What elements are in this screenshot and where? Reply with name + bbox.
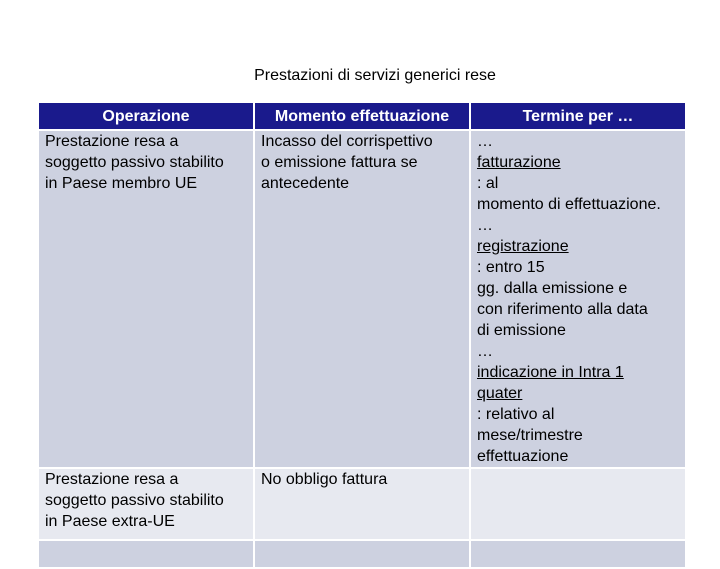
cell-termine (470, 468, 686, 540)
cell-operazione: Prestazione resa a soggetto passivo stabilito in Paese extra-UE (38, 468, 254, 540)
table-header-row (38, 102, 686, 130)
cell-operazione (38, 540, 254, 568)
slide-title: Prestazioni di servizi generici rese (254, 67, 496, 84)
header-termine: Termine per … (470, 102, 686, 130)
services-table (37, 101, 687, 569)
header-momento: Momento effettuazione (254, 102, 470, 130)
cell-termine: … fatturazione : al momento di effettuazione. … registrazione : entro 15 gg. dalla emissione e con riferimento alla data di emissione … indicazione in Intra 1 quater : relativo al mese/trimestre effettuazione (470, 130, 686, 468)
header-operazione: Operazione (38, 102, 254, 130)
cell-termine (470, 540, 686, 568)
cell-momento: Incasso del corrispettivo o emissione fattura se antecedente (254, 130, 470, 468)
table-row (38, 130, 686, 468)
cell-momento (254, 540, 470, 568)
cell-operazione: Prestazione resa a soggetto passivo stabilito in Paese membro UE (38, 130, 254, 468)
table-row (38, 540, 686, 568)
cell-momento: No obbligo fattura (254, 468, 470, 540)
table-row (38, 468, 686, 540)
